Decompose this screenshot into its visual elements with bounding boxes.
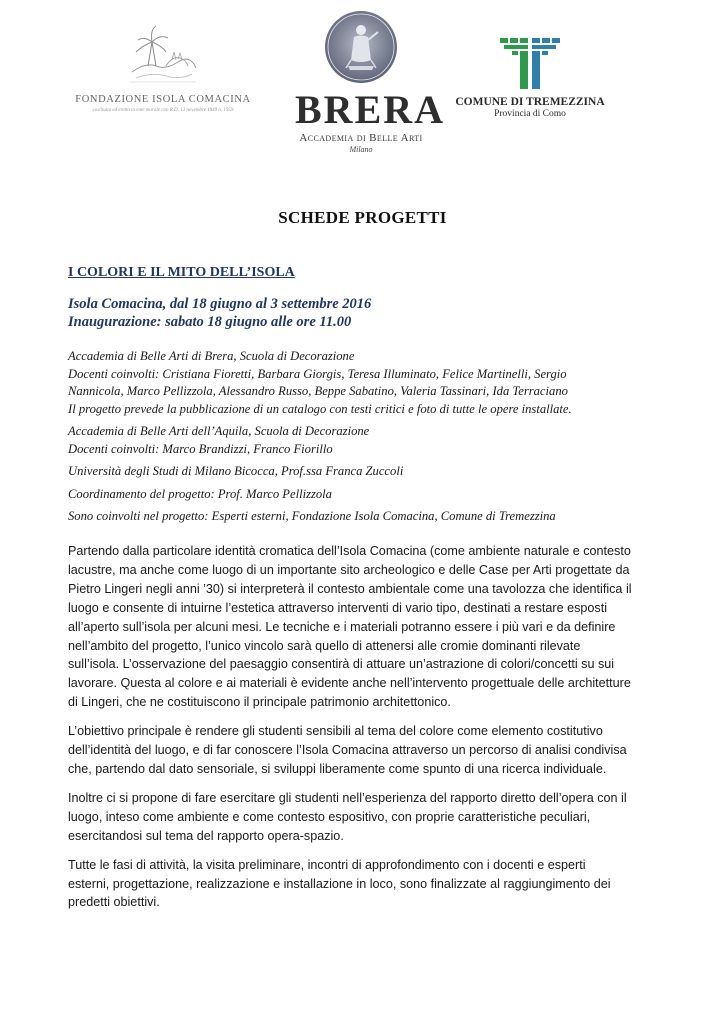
credit-brera-school: Accademia di Belle Arti di Brera, Scuola di Decorazione <box>68 349 355 363</box>
text-line: lacustre, ma anche come luogo di un importante sito archeologico e delle Case per Arti progettate da <box>68 562 630 577</box>
text-line: Tutte le fasi di attività, la visita preliminare, incontri di approfondimento con i docenti e esperti <box>68 857 586 872</box>
credit-aquila-teachers: Docenti coinvolti: Marco Brandizzi, Franco Fiorillo <box>68 441 333 456</box>
event-inauguration: Inaugurazione: sabato 18 giugno alle ore 11.00 <box>68 313 352 330</box>
event-dates: Isola Comacina, dal 18 giugno al 3 settembre 2016 <box>68 296 372 312</box>
credit-catalog-note: Il progetto prevede la pubblicazione di un catalogo con testi critici e foto di tutte le opere installate. <box>68 401 572 416</box>
text-line: L’obiettivo principale è rendere gli studenti sensibili al tema del colore come elemento costitutivo <box>68 724 603 739</box>
text-line: sull’isola. L’osservazione del paesaggio consentirà di attuare un’astrazione di colori/concetti su sui <box>68 657 615 672</box>
tremezzina-mark-icon <box>498 36 562 92</box>
credit-involved: Sono coinvolti nel progetto: Esperti esterni, Fondazione Isola Comacina, Comune di Tremezzina <box>68 509 556 523</box>
brera-city: Milano <box>349 145 373 154</box>
island-sketch-icon <box>126 22 200 88</box>
fondazione-name: FONDAZIONE ISOLA COMACINA <box>75 94 251 105</box>
paragraph-3 <box>68 789 666 846</box>
comune-logo <box>455 36 605 119</box>
brera-seal-icon <box>324 10 398 84</box>
text-line: Partendo dalla particolare identità cromatica dell’Isola Comacina (come ambiente naturale e contesto <box>68 544 631 558</box>
project-title: I COLORI E IL MITO DELL’ISOLA <box>68 265 295 280</box>
project-credits <box>68 348 668 526</box>
comune-name: COMUNE DI TREMEZZINA <box>455 96 605 108</box>
credit-brera-teachers-line1: Docenti coinvolti: Cristiana Fioretti, Barbara Giorgis, Teresa Illuminato, Felice Martinelli, Sergio <box>68 366 567 381</box>
fondazione-subline: costituita ed eretta in ente morale con R.D. 13 novembre 1940 n. 1959 <box>92 108 234 113</box>
text-line: predetti obiettivi. <box>68 895 160 910</box>
project-description <box>68 542 666 922</box>
text-line: che, partendo dal dato sensoriale, si sviluppi liberamente come spunto di una ricerca individuale. <box>68 761 607 776</box>
text-line: dell’identità del luogo, e di far conoscere l’Isola Comacina attraverso un percorso di analisi condivisa <box>68 743 627 758</box>
text-line: esterni, progettazione, realizzazione e installazione in loco, sono finalizzate al raggiungimento dei <box>68 876 611 891</box>
credit-coordination: Coordinamento del progetto: Prof. Marco Pellizzola <box>68 486 332 501</box>
paragraph-4 <box>68 856 666 913</box>
paragraph-2 <box>68 722 666 779</box>
text-line: luogo e consente di intuirne l’estetica attraverso interventi di vario tipo, destinati a restare esposti <box>68 600 608 615</box>
text-line: Pietro Lingeri negli anni ’30) si interpreterà il contesto ambientale come una tavolozza che identifica il <box>68 581 632 596</box>
paragraph-1 <box>68 542 666 712</box>
text-line: lavorare. Questa al colore e ai materiali è evidente anche nell’intervento progettuale delle architetture <box>68 676 631 691</box>
document-title: SCHEDE PROGETTI <box>278 208 447 227</box>
text-line: all’aperto sull’isola per alcuni mesi. Le tecniche e i materiali potranno essere i più vari e da definire <box>68 619 616 634</box>
brera-name: BRERA <box>295 87 446 132</box>
credit-brera-teachers-line2: Nannicola, Marco Pellizzola, Alessandro Russo, Beppe Sabatino, Valeria Tassinari, Ida Terraciano <box>68 384 568 398</box>
event-info <box>68 296 371 331</box>
text-line: nell’ambito del progetto, l’unico vincolo sarà quello di attenersi alle cromie dominanti rilevate <box>68 638 581 653</box>
text-line: esercitandosi sul tema del rapporto opera-spazio. <box>68 828 344 843</box>
comune-province: Provincia di Como <box>494 109 566 119</box>
text-line: di Lingeri, che ne costituiscono il principale patrimonio architettonico. <box>68 695 451 710</box>
text-line: luogo, inteso come ambiente e come contesto espositivo, con proprie caratteristiche peculiari, <box>68 809 591 824</box>
brera-logo <box>295 10 446 154</box>
text-line: Inoltre ci si propone di fare esercitare gli studenti nell’esperienza del rapporto diretto dell’opera con il <box>68 790 627 805</box>
brera-academy: Accademia di Belle Arti <box>299 132 423 144</box>
credit-aquila-school: Accademia di Belle Arti dell’Aquila, Scuola di Decorazione <box>68 424 370 438</box>
fondazione-logo <box>68 22 258 113</box>
credit-bicocca: Università degli Studi di Milano Bicocca, Prof.ssa Franca Zuccoli <box>68 464 404 478</box>
